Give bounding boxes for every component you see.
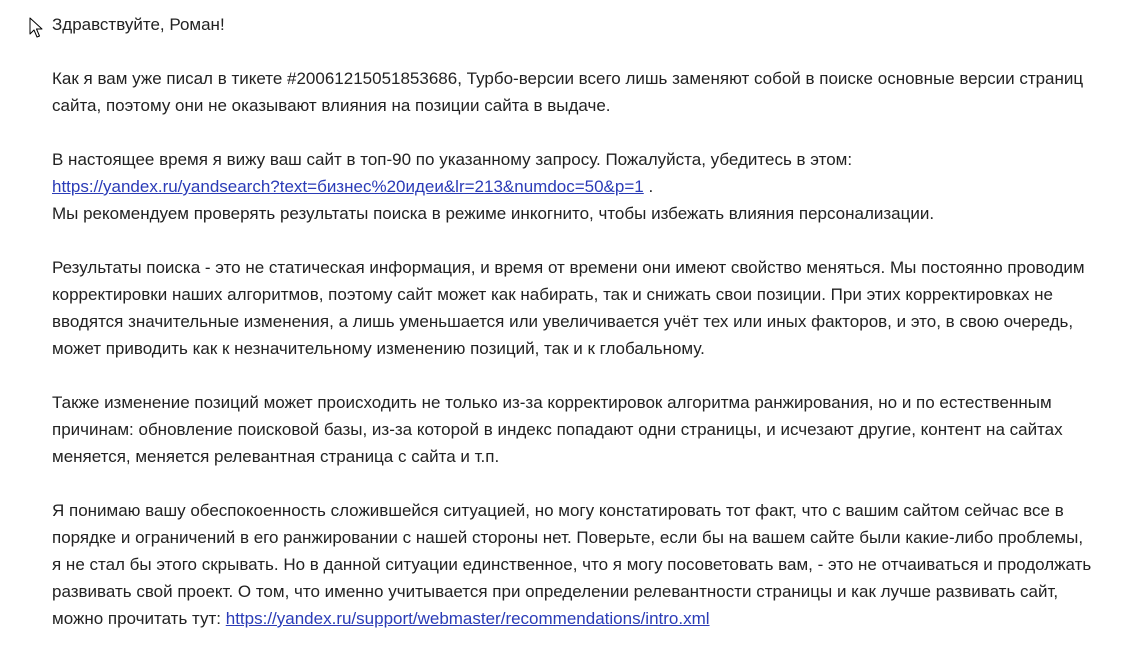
mouse-pointer-icon <box>29 17 43 39</box>
position-text: В настоящее время я вижу ваш сайт в топ-90 по указанному запросу. Пожалуйста, убедитесь в этом: <box>52 150 853 169</box>
link-trailing-dot: . <box>643 177 654 196</box>
paragraph-turbo-pages: Как я вам уже писал в тикете #20061215051853686, Турбо-версии всего лишь заменяют собой в поиске основные версии страниц сайта, поэтому они не оказывают влияния на позиции сайта в выдаче. <box>52 69 1084 115</box>
paragraph-ranking-changes: Также изменение позиций может происходить не только из-за корректировок алгоритма ранжирования, но и по естественным причинам: обновление поисковой базы, из-за которой в индекс попадают одни страницы, и исчезают другие, контент на сайтах меняется, меняется релевантная страница с сайта и т.п. <box>52 393 1063 466</box>
paragraph-conclusion <box>52 497 1092 632</box>
webmaster-recommendations-link[interactable]: https://yandex.ru/support/webmaster/recommendations/intro.xml <box>225 609 710 628</box>
paragraph-search-position <box>52 146 1092 227</box>
greeting: Здравствуйте, Роман! <box>52 15 225 34</box>
incognito-recommendation: Мы рекомендуем проверять результаты поиска в режиме инкогнито, чтобы избежать влияния персонализации. <box>52 204 935 223</box>
paragraph-search-results: Результаты поиска - это не статическая информация, и время от времени они имеют свойство меняться. Мы постоянно проводим корректировки наших алгоритмов, поэтому сайт может как набирать, так и снижать свои позиции. При этих корректировках не вводятся значительные изменения, а лишь уменьшается или увеличивается учёт тех или иных факторов, и это, в свою очередь, может приводить как к незначительному изменению позиций, так и к глобальному. <box>52 258 1085 358</box>
conclusion-text: Я понимаю вашу обеспокоенность сложившейся ситуацией, но могу констатировать тот факт, что с вашим сайтом сейчас все в порядке и ограничений в его ранжировании с нашей стороны нет. Поверьте, если бы на вашем сайте были какие-либо проблемы, я не стал бы этого скрывать. Но в данной ситуации единственное, что я могу посоветовать вам, - это не отчаиваться и продолжать развивать свой проект. О том, что именно учитывается при определении релевантности страницы и как лучше развивать сайт, можно прочитать тут: <box>52 501 1092 628</box>
search-results-link[interactable]: https://yandex.ru/yandsearch?text=бизнес%20идеи&lr=213&numdoc=50&p=1 <box>52 177 644 196</box>
email-message-body <box>52 11 1092 632</box>
